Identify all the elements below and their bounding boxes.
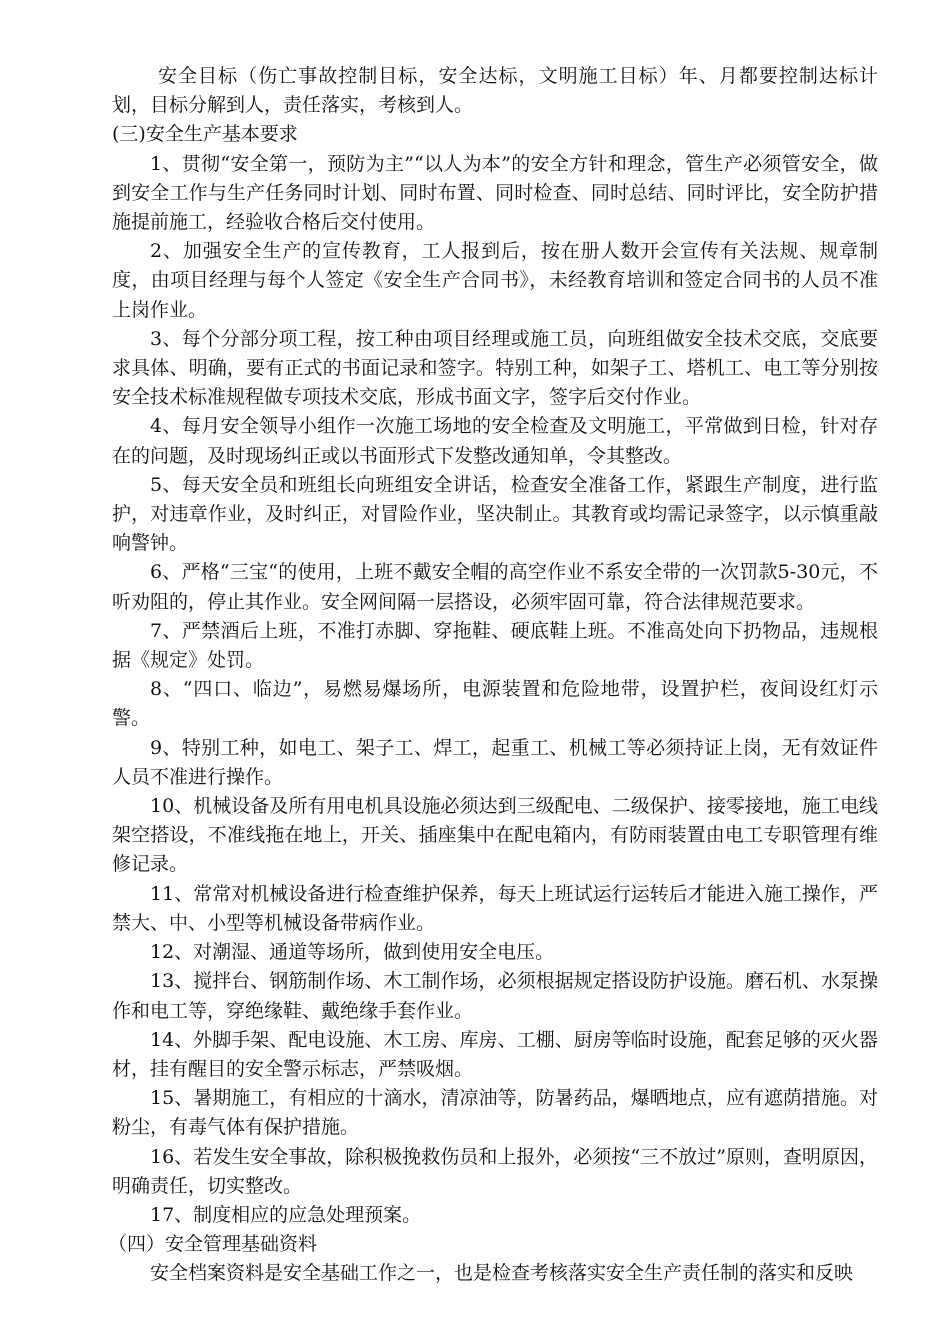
list-item: 13、搅拌台、钢筋制作场、木工制作场，必须根据规定搭设防护设施。磨石机、水泵操作和电工等，穿绝缘鞋、戴绝缘手套作业。 [112,970,878,1022]
list-item: 9、特别工种，如电工、架子工、焊工，起重工、机械工等必须持证上岗，无有效证件人员不准进行操作。 [112,736,878,788]
list-item: 7、严禁酒后上班，不准打赤脚、穿拖鞋、硬底鞋上班。不准高处向下扔物品，违规根据《规定》处罚。 [112,619,878,672]
list-item: 11、常常对机械设备进行检查维护保养，每天上班试运行运转后才能进入施工操作，严禁大、中、小型等机械设备带病作业。 [112,882,878,934]
list-item: 6、严格“三宝“的使用，上班不戴安全帽的高空作业不系安全带的一次罚款5-30元，不听劝阻的，停止其作业。安全网间隔一层搭设，必须牢固可靠，符合法律规范要求。 [112,561,878,613]
section-heading-4: （四）安全管理基础资料 [108,1233,318,1256]
list-item: 16、若发生安全事故，除积极挽救伤员和上报外，必须按“三不放过”原则，查明原因，明确责任，切实整改。 [112,1145,878,1197]
list-item: 14、外脚手架、配电设施、木工房、库房、工棚、厨房等临时设施，配套足够的灭火器材，挂有醒目的安全警示标志，严禁吸烟。 [112,1028,878,1080]
intro-paragraph: 安全目标（伤亡事故控制目标，安全达标，文明施工目标）年、月都要控制达标计划，目标分解到人，责任落实，考核到人。 [112,65,878,117]
list-item: 4、每月安全领导小组作一次施工场地的安全检查及文明施工，平常做到日检，针对存在的问题，及时现场纠正或以书面形式下发整改通知单，令其整改。 [112,415,878,467]
list-item: 8、“四口、临边”，易燃易爆场所，电源装置和危险地带，设置护栏，夜间设红灯示警。 [112,678,878,730]
list-item: 1、贯彻“安全第一，预防为主”“以人为本”的安全方针和理念，管生产必须管安全，做到安全工作与生产任务同时计划、同时布置、同时检查、同时总结、同时评比，安全防护措施提前施工，经验收合格后交付使用。 [112,152,878,234]
list-item: 15、暑期施工，有相应的十滴水，清凉油等，防暑药品，爆晒地点，应有遮荫措施。对粉尘，有毒气体有保护措施。 [112,1087,878,1139]
list-item: 17、制度相应的应急处理预案。 [150,1203,422,1226]
list-item: 10、机械设备及所有用电机具设施必须达到三级配电、二级保护、接零接地，施工电线架空搭设，不准线拖在地上，开关、插座集中在配电箱内，有防雨装置由电工专职管理有维修记录。 [112,795,878,876]
list-item: 3、每个分部分项工程，按工种由项目经理或施工员，向班组做安全技术交底，交底要求具体、明确，要有正式的书面记录和签字。特别工种，如架子工、塔机工、电工等分别按安全技术标准规程做专项技术交底，形成书面文字，签字后交付作业。 [112,327,878,409]
section-4-paragraph: 安全档案资料是安全基础工作之一，也是检查考核落实安全生产责任制的落实和反映 [150,1262,854,1285]
document-page [108,62,878,1289]
list-item: 5、每天安全员和班组长向班组安全讲话，检查安全准备工作，紧跟生产制度，进行监护，对违章作业，及时纠正，对冒险作业，坚决制止。其教育或均需记录签字，以示慎重敲响警钟。 [112,473,878,555]
section-heading-3: (三)安全生产基本要求 [112,123,298,146]
list-item: 12、对潮湿、通道等场所，做到使用安全电压。 [150,941,555,964]
list-item: 2、加强安全生产的宣传教育，工人报到后，按在册人数开会宣传有关法规、规章制度，由项目经理与每个人签定《安全生产合同书》，未经教育培训和签定合同书的人员不准上岗作业。 [112,240,878,321]
